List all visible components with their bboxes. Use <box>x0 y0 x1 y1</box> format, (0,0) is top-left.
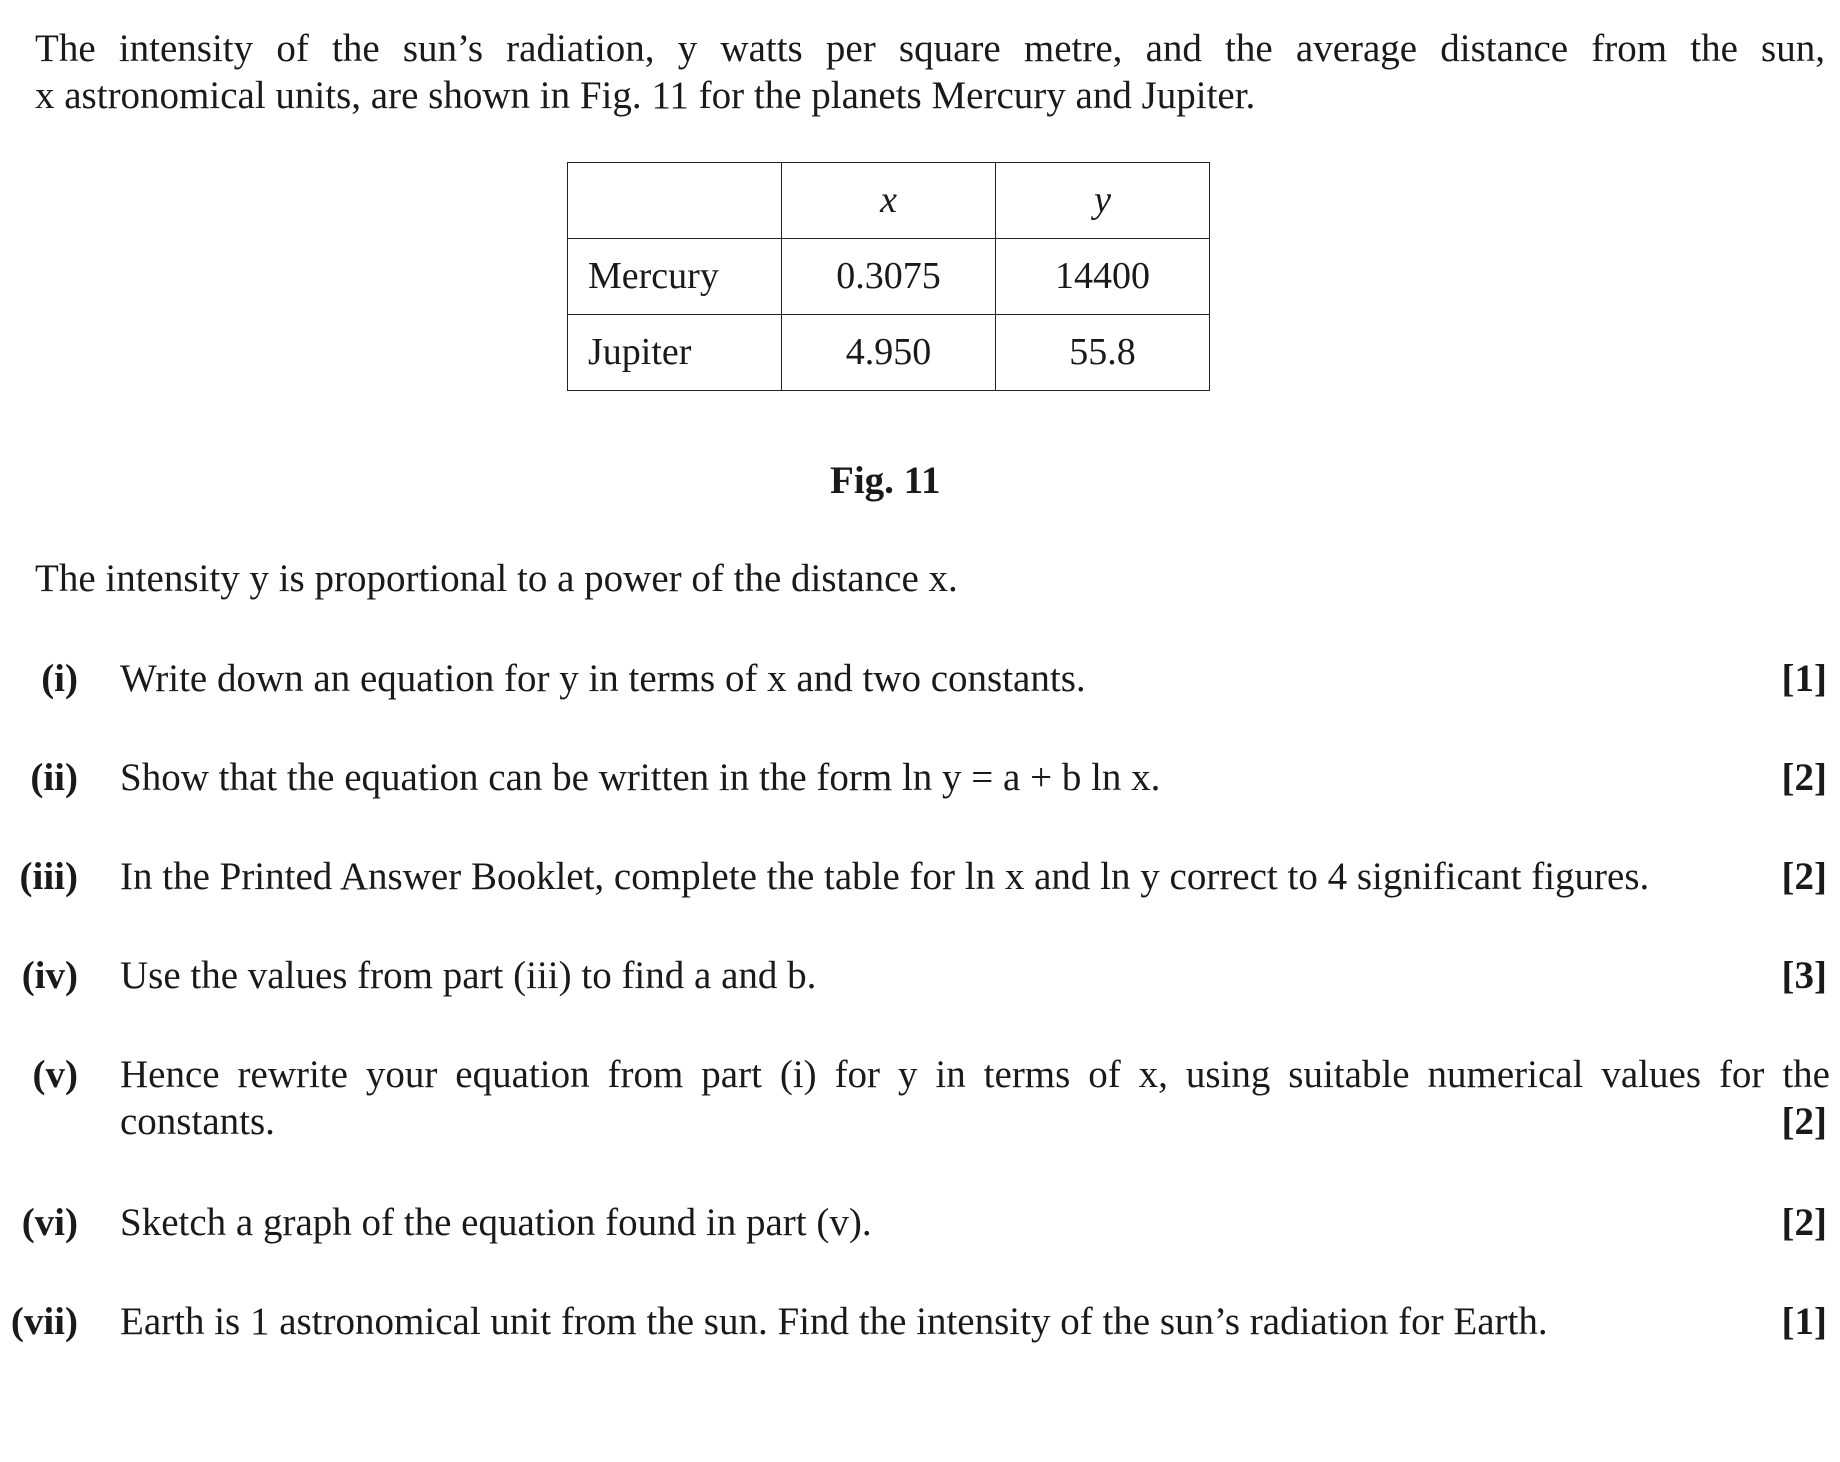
question-number: (vi) <box>21 1201 78 1244</box>
question-number: (v) <box>32 1053 78 1096</box>
question-text-line-2: constants. <box>120 1099 275 1143</box>
table-row <box>568 315 1210 391</box>
figure-caption-text: Fig. 11 <box>830 459 941 502</box>
question-marks: [2] <box>1781 756 1827 799</box>
question-number: (ii) <box>30 756 78 799</box>
question-number: (iv) <box>21 954 78 997</box>
question-marks: [2] <box>1781 1100 1827 1143</box>
intro-line-1: The intensity of the sun’s radiation, y watts per square metre, and the average distance from the sun, <box>35 27 1825 70</box>
question-marks: [1] <box>1781 1300 1827 1343</box>
question-text: In the Printed Answer Booklet, complete the table for ln x and ln y correct to 4 significant figures. <box>120 855 1650 898</box>
table-cell-planet: Mercury <box>568 239 782 315</box>
question-text <box>120 1052 1830 1146</box>
table-cell-planet: Jupiter <box>568 315 782 391</box>
question-number: (i) <box>41 657 78 700</box>
question-number: (vii) <box>10 1300 78 1343</box>
question-text: Use the values from part (iii) to find a and b. <box>120 954 817 997</box>
table-cell-x: 4.950 <box>782 315 996 391</box>
table-cell-x: 0.3075 <box>782 239 996 315</box>
table-header-y: y <box>996 163 1210 239</box>
question-marks: [3] <box>1781 954 1827 997</box>
question-text: Sketch a graph of the equation found in part (v). <box>120 1201 872 1244</box>
question-marks: [1] <box>1781 657 1827 700</box>
question-text-line-1: Hence rewrite your equation from part (i) for y in terms of x, using suitable numerical values for the <box>120 1053 1830 1096</box>
question-text: Write down an equation for y in terms of x and two constants. <box>120 657 1086 700</box>
table-header-blank <box>568 163 782 239</box>
table-cell-y: 14400 <box>996 239 1210 315</box>
intro-paragraph <box>35 26 1825 120</box>
question-marks: [2] <box>1781 1201 1827 1244</box>
intro-line-2: x astronomical units, are shown in Fig. 11 for the planets Mercury and Jupiter. <box>35 73 1256 117</box>
question-text: Show that the equation can be written in the form ln y = a + b ln x. <box>120 756 1161 799</box>
statement: The intensity y is proportional to a power of the distance x. <box>35 557 958 600</box>
question-number: (iii) <box>19 855 78 898</box>
table-row <box>568 239 1210 315</box>
table-header-row <box>568 163 1210 239</box>
data-table <box>567 162 1210 391</box>
question-marks: [2] <box>1781 855 1827 898</box>
table-header-x: x <box>782 163 996 239</box>
question-text: Earth is 1 astronomical unit from the sun. Find the intensity of the sun’s radiation for Earth. <box>120 1300 1548 1343</box>
table-cell-y: 55.8 <box>996 315 1210 391</box>
